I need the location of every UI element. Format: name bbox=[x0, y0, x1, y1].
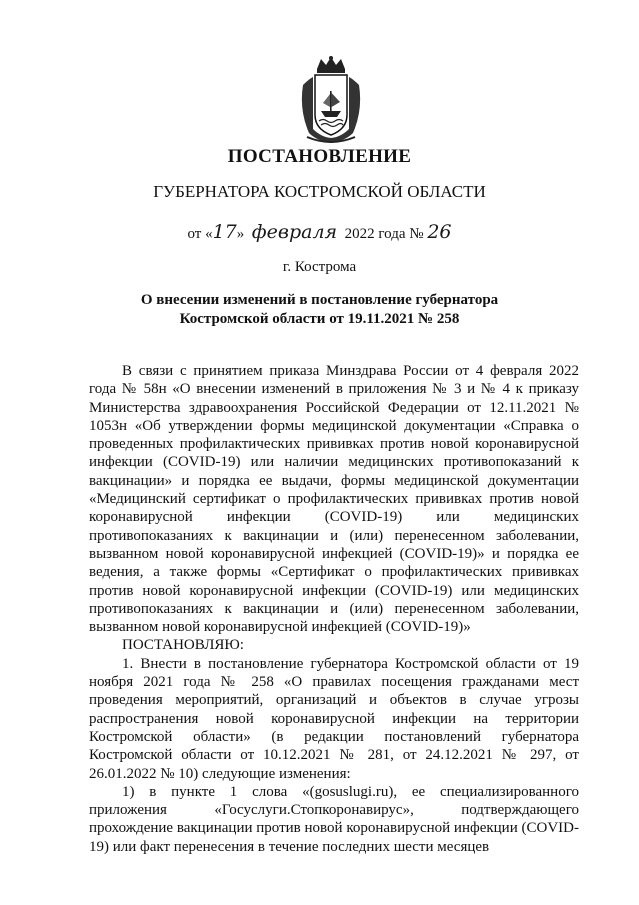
heading-line-1: О внесении изменений в постановление губернатора bbox=[140, 292, 499, 308]
document-body bbox=[89, 362, 579, 856]
handwritten-month: февраля bbox=[251, 221, 338, 243]
clause-1-paragraph: 1. Внести в постановление губернатора Костромской области от 19 ноября 2021 года № 258 «О правилах посещения гражданами мест проведения мероприятий, организаций и объектов в случае угрозы распространения новой коронавирусной инфекции на территории Костромской области» (в редакции постановлений губернатора Костромской области от 10.12.2021 № 281, от 24.12.2021 № 297, от 26.01.2022 № 10) следующие изменения: bbox=[89, 655, 579, 782]
preamble-paragraph: В связи с принятием приказа Минздрава России от 4 февраля 2022 года № 58н «О внесении изменений в приложения № 3 и № 4 к приказу Министерства здравоохранения Российской Федерации от 12.11.2021 № 1053н «Об утверждении формы медицинской документации «Справка о проведенных профилактических прививках против новой коронавирусной инфекции (COVID-19) или наличии медицинских противопоказаний к вакцинации» и порядка ее выдачи, формы медицинской документации «Медицинский сертификат о профилактических прививках против новой коронавирусной инфекции (COVID-19) или медицинских противопоказаниях к вакцинации и (или) перенесенном заболевании, вызванном новой коронавирусной инфекцией (COVID-19)» и порядка ее ведения, а также формы «Сертификат о профилактических прививках против новой коронавирусной инфекции (COVID-19) или медицинских противопоказаниях к вакцинации и (или) перенесенном заболевании, вызванном новой коронавирусной инфекцией (COVID-19)» bbox=[89, 363, 579, 636]
coat-of-arms-emblem bbox=[295, 55, 367, 145]
heading-line-2: Костромской области от 19.11.2021 № 258 bbox=[179, 311, 460, 327]
handwritten-day: 17 bbox=[212, 221, 237, 243]
document-title: ПОСТАНОВЛЕНИЕ bbox=[227, 146, 412, 167]
decree-word: ПОСТАНОВЛЯЮ: bbox=[122, 637, 244, 654]
document-date-line: от «17» февраля 2022 года № 26 bbox=[187, 221, 452, 243]
handwritten-number: 26 bbox=[427, 221, 452, 243]
document-issuer: ГУБЕРНАТОРА КОСТРОМСКОЙ ОБЛАСТИ bbox=[153, 182, 486, 201]
document-heading bbox=[0, 291, 639, 329]
year-text: 2022 года № bbox=[344, 226, 424, 242]
subclause-1-paragraph: 1) в пункте 1 слова «(gosuslugi.ru), ее специализированного приложения «Госуслуги.Стопкоронавирус», подтверждающего прохождение вакцинации против новой коронавирусной инфекции (COVID-19) или факт перенесения в течение последних шести месяцев bbox=[89, 783, 579, 855]
date-prefix: от « bbox=[187, 226, 213, 242]
document-city: г. Кострома bbox=[282, 259, 357, 275]
